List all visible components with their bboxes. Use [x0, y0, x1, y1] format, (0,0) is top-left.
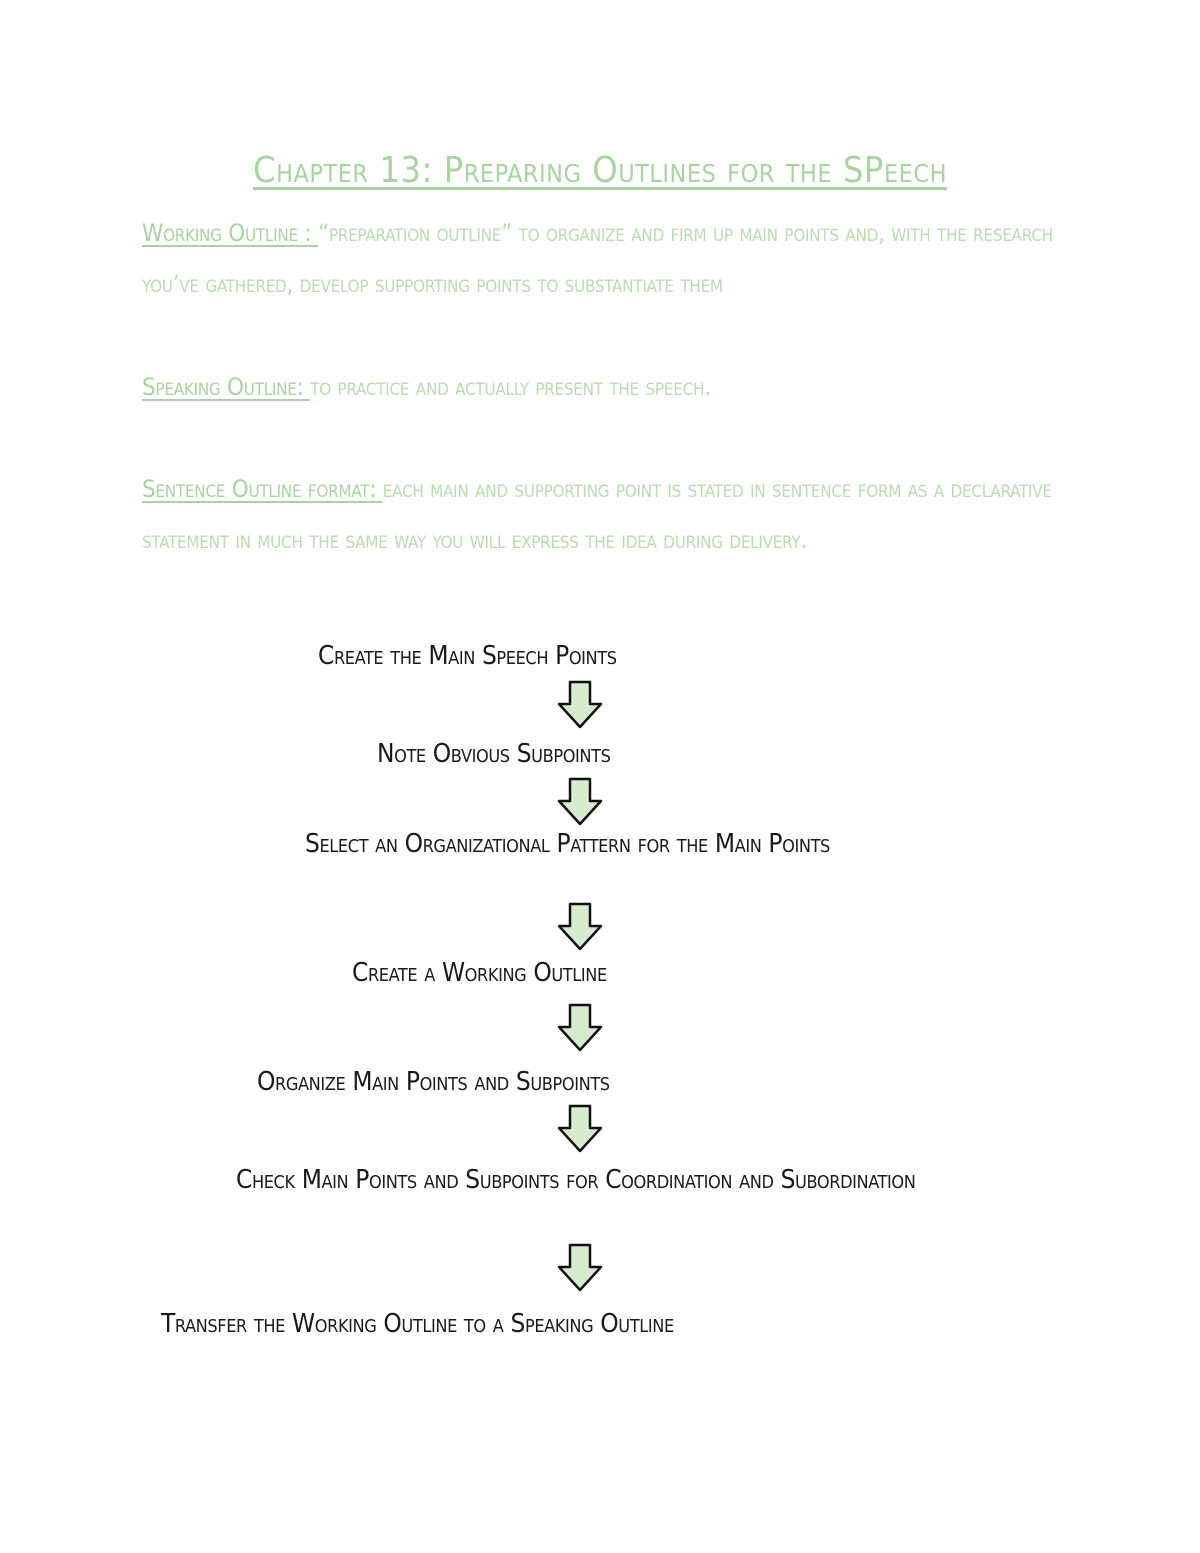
down-arrow-icon — [557, 1003, 603, 1053]
flow-step: Select an Organizational Pattern for the Main Points — [305, 829, 830, 859]
down-arrow-icon — [557, 777, 603, 827]
down-arrow-icon — [557, 1104, 603, 1154]
definition-term: Sentence Outline format: — [142, 475, 383, 503]
flow-step: Check Main Points and Subpoints for Coordination and Subordination — [236, 1165, 916, 1195]
down-arrow-icon — [557, 902, 603, 952]
definition-text: to practice and actually present the speech. — [310, 373, 711, 401]
definition-text: each main and supporting point is stated in sentence form as a declarative statement in much the same way you will express the idea during delivery. — [142, 475, 1052, 554]
definition-sentence-outline — [142, 464, 1062, 566]
definition-speaking-outline — [142, 362, 1062, 413]
down-arrow-icon — [557, 1243, 603, 1293]
flow-step: Transfer the Working Outline to a Speaking Outline — [161, 1309, 674, 1339]
flow-step: Note Obvious Subpoints — [377, 739, 611, 769]
definition-working-outline — [142, 208, 1062, 310]
flow-step: Create the Main Speech Points — [318, 641, 617, 671]
flow-step: Create a Working Outline — [352, 958, 607, 988]
flow-step: Organize Main Points and Subpoints — [257, 1067, 610, 1097]
definition-term: Speaking Outline: — [142, 373, 311, 401]
down-arrow-icon — [557, 680, 603, 730]
definition-term: Working Outline : — [142, 219, 318, 247]
definition-text: “preparation outline” to organize and firm up main points and, with the research you’ve gathered, develop supporting points to substantiate them — [142, 219, 1053, 298]
page-title: Chapter 13: Preparing Outlines for the SPeech — [252, 150, 947, 191]
